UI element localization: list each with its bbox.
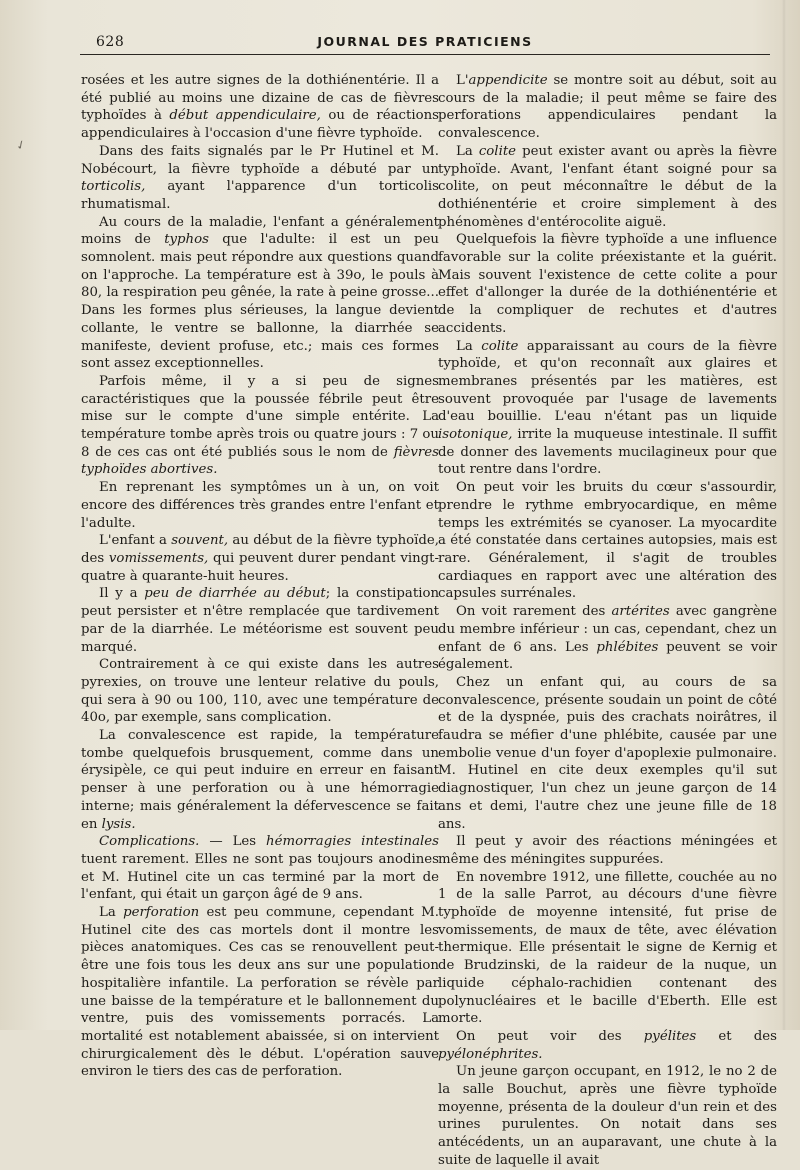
paragraph [438, 479, 777, 603]
paragraph [438, 338, 777, 480]
italic-run: souvent, [171, 533, 229, 549]
italic-run: typhos [164, 232, 209, 248]
italic-run: début appendiculaire, [169, 108, 321, 124]
text-run: On peut voir les bruits du cœur s'assourdir, prendre le rythme embryocardique, en même temps les extrémités se cyanoser. La myocardite a été constatée dans certaines autopsies, mais est rare. Généralement, il s'agit de troubles cardiaques en rapport avec une altération des capsules surrénales. [438, 480, 777, 602]
right-column [438, 72, 777, 1170]
left-column [81, 72, 439, 1081]
italic-run: pyélonéphrites. [438, 1046, 543, 1062]
paragraph [81, 479, 439, 532]
italic-run: lysis. [101, 816, 136, 832]
paragraph [81, 214, 439, 373]
text-run: ou de réactions appendiculaires à l'occasion d'une fièvre typhoïde. [81, 108, 439, 142]
paragraph [81, 833, 439, 904]
text-run: avec gangrène du membre inférieur : un cas, cependant, chez un enfant de 6 ans. Les [438, 604, 777, 655]
italic-run: isotonique, [438, 427, 513, 443]
paragraph [81, 904, 439, 1081]
paragraph [81, 143, 439, 214]
italic-run: appendicite [468, 73, 548, 88]
journal-title: JOURNAL DES PRATICIENS [317, 34, 533, 49]
italic-run: fièvres typhoïdes abortives. [81, 444, 439, 478]
text-run: au début de la fièvre typhoïde, des [81, 533, 440, 566]
paragraph [438, 1063, 777, 1169]
text-run: Il peut y avoir des réactions méningées et même des méningites suppurées. [438, 834, 777, 867]
italic-run: phlébites [596, 639, 659, 655]
paragraph [438, 1028, 777, 1063]
margin-pencil-mark: ✓ [13, 136, 29, 154]
text-run: se montre soit au début, soit au cours de la maladie; il peut même se faire des perforations appendiculaires pendant la convalescence. [438, 73, 777, 142]
text-run: L'enfant a [99, 533, 172, 549]
text-run: Au cours de la maladie, l'enfant a généralement moins de [81, 214, 439, 248]
text-run: ; la constipation peut persister et n'être remplacée que tardivement par de la diarrhée. Le météorisme est souvent peu marqué. [81, 586, 440, 655]
text-run: tuent rarement. Elles ne sont pas toujours anodines et M. Hutinel cite un cas terminé par la mort de l'enfant, qui était un garçon âgé de 9 ans. [81, 851, 439, 903]
italic-run: perforation [123, 905, 200, 921]
text-run: est peu commune, cependant M. Hutinel cite des cas mortels dont il montre les pièces anatomiques. Ces cas se renouvellent peut-être une fois tous les deux ans sur une population hospitalière infantile. La perforation se révèle par une baisse de la température et le ballonnement du ventre, puis des vomissements porracés. La mortalité est notablement abaissée, si on intervient chirurgicalement dès le début. L'opération sauve environ le tiers des cas de perforation. [81, 905, 439, 1080]
italic-run: Complications. [99, 834, 200, 850]
paragraph [438, 869, 777, 1028]
text-run: Contrairement à ce qui existe dans les autres pyrexies, on trouve une lenteur relative du pouls, qui sera à 90 ou 100, 110, avec une température de 40o, par exemple, sans complication. [81, 657, 439, 726]
page-crease [782, 0, 786, 1030]
page-number: 628 [96, 34, 125, 50]
paragraph [81, 585, 439, 656]
paragraph [81, 532, 439, 585]
text-run: que l'adulte: il est un peu somnolent. mais peut répondre aux questions quand on l'approche. La température est à 39o, le pouls à 80, la respiration peu gênée, la rate à peine grosse... Dans les formes plus sérieuses, la langue devient collante, le ventre se ballonne, la diarrhée se manifeste, devient profuse, etc.; mais ces formes sont assez exceptionnelles. [81, 232, 439, 372]
text-run: Un jeune garçon occupant, en 1912, le no 2 de la salle Bouchut, après une fièvre typhoïde moyenne, présenta de la douleur d'un rein et des urines purulentes. On notait dans ses antécédents, un an auparavant, une chute à la suite de laquelle il avait [438, 1064, 777, 1168]
text-run: peut exister avant ou après la fièvre typhoïde. Avant, l'enfant étant soigné pour sa colite, on peut méconnaître le début de la dothiénentérie et croire simplement à des phénomènes d'entérocolite aiguë. [438, 143, 777, 230]
italic-run: hémorragies intestinales [266, 834, 439, 850]
text-run: Il y a [99, 586, 145, 602]
text-run: La [456, 143, 479, 159]
text-run: apparaissant au cours de la fièvre typhoïde, et qu'on reconnaît aux glaires et membranes présentés par les matières, est souvent provoquée par l'usage de lavements d'eau bouillie. L'eau n'étant pas un liquide [438, 338, 777, 425]
text-run: En novembre 1912, une fillette, couchée au no 1 de la salle Parrot, au décours d'une fièvre typhoïde de moyenne intensité, fut prise de vomissements, de maux de tête, avec élévation thermique. Elle présentait le signe de Kernig et de Brudzinski, de la raideur de la nuque, un liquide céphalo-rachidien contenant des polynucléaires et le bacille d'Eberth. Elle est morte. [438, 869, 777, 1027]
paragraph [438, 603, 777, 674]
text-run: et des [696, 1028, 778, 1044]
paragraph [81, 373, 439, 479]
paragraph [81, 72, 439, 143]
text-run: On peut voir des [456, 1028, 644, 1044]
italic-run: torticolis, [81, 179, 146, 195]
text-run: La [456, 338, 482, 354]
italic-run: vomissements, [108, 550, 209, 566]
paragraph [81, 727, 439, 833]
text-run: irrite la muqueuse intestinale. Il suffit de donner des lavements mucilagineux pour que tout rentre dans l'ordre. [438, 427, 777, 478]
text-run: Quelquefois la fièvre typhoïde a une influence favorable sur la colite préexistante et la guérit. Mais souvent l'existence de cette colite a pour effet d'allonger la durée de la dothiénentérie et de la compliquer de rechutes et d'autres accidents. [438, 232, 777, 336]
paragraph [81, 656, 439, 727]
text-run: La [99, 905, 124, 921]
text-run: L' [456, 73, 469, 88]
text-run: rosées et les autre signes de la dothiénentérie. Il a été publié au moins une dizaine de cas de fièvres typhoïdes à [81, 73, 439, 124]
text-run: La convalescence est rapide, la température tombe quelquefois brusquement, comme dans un érysipèle, ce qui peut induire en erreur en faisant penser à une perforation ou à une hémorragie interne; mais généralement la défervescence se fait en [81, 728, 439, 832]
italic-run: artérites [611, 604, 670, 620]
text-run: peuvent se voir également. [438, 639, 777, 673]
italic-run: colite [481, 338, 519, 354]
text-run: qui peuvent durer pendant vingt-quatre à quarante-huit heures. [81, 550, 439, 584]
paragraph [438, 231, 777, 337]
paragraph [438, 674, 777, 833]
text-run: On voit rarement des [456, 604, 612, 620]
text-run: Parfois même, il y a si peu de signes caractéristiques que la poussée fébrile peut être mise sur le compte d'une simple entérite. La température tombe après trois ou quatre jours : 7 ou 8 de ces cas ont été publiés sous le nom de [81, 373, 439, 460]
text-run: Dans des faits signalés par le Pr Hutinel et M. Nobécourt, la fièvre typhoïde a débuté par un [81, 143, 439, 177]
page-header [80, 30, 770, 55]
text-run: Chez un enfant qui, au cours de sa convalescence, présente soudain un point de côté et de la dyspnée, puis des crachats noirâtres, il faudra se méfier d'une phlébite, causée par une embolie venue d'un foyer d'apoplexie pulmonaire. M. Hutinel en cite deux exemples qu'il sut diagnostiquer, l'un chez un jeune garçon de 14 ans et demi, l'autre chez une jeune fille de 18 ans. [438, 674, 777, 832]
text-run: ayant l'apparence d'un torticolis rhumatismal. [81, 179, 439, 212]
paragraph [438, 143, 777, 232]
italic-run: pyélites [643, 1028, 697, 1044]
italic-run: peu de diarrhée au début [144, 586, 326, 602]
text-run: — Les [199, 834, 267, 850]
paragraph [438, 72, 777, 143]
italic-run: colite [478, 143, 517, 159]
text-run: En reprenant les symptômes un à un, on voit encore des différences très grandes entre l'enfant et l'adulte. [81, 480, 439, 531]
paragraph [438, 833, 777, 868]
